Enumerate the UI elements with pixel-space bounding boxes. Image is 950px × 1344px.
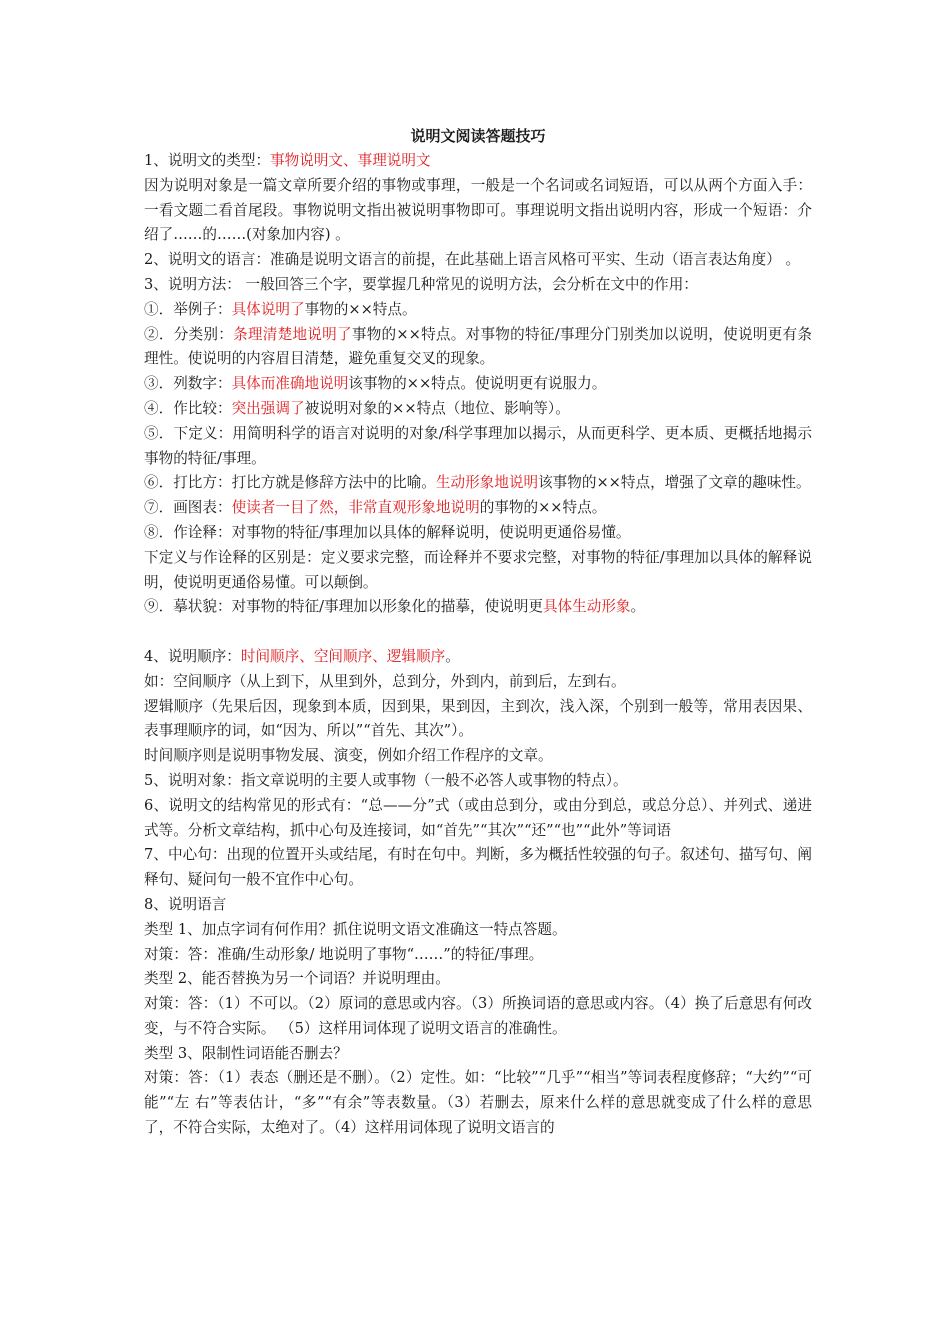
paragraph-text: 对策：答：（1）表态（删还是不删）。（2）定性。如：“比较”“几乎”“相当”等词表程度修辞；“大约”“可能”“左 右”等表估计，“多”“有余”等表数量。（3）若删去，原来什么样的意思就变成了什么样的意思了，不符合实际，太绝对了。（4）这样用词体现了说明文语言的	[144, 1069, 812, 1137]
highlighted-text: 突出强调了	[231, 399, 305, 417]
paragraph	[144, 992, 812, 1042]
highlighted-text: 具体说明了	[231, 300, 305, 318]
paragraph-text: 如：空间顺序（从上到下，从里到外，总到分，外到内，前到后，左到右。	[144, 672, 626, 690]
paragraph-text: 5、说明对象：指文章说明的主要人或事物（一般不必答人或事物的特点）。	[144, 771, 628, 789]
blank-line	[144, 620, 812, 645]
paragraph-text: ③．列数字：	[144, 375, 232, 393]
paragraph	[144, 422, 812, 472]
paragraph-text: ⑦．画图表：	[144, 499, 232, 517]
paragraph-text: ①．举例子：	[144, 300, 232, 318]
paragraph	[144, 1042, 812, 1067]
paragraph-text: 。	[445, 647, 460, 665]
paragraph	[144, 496, 812, 521]
paragraph-text: 1、说明文的类型：	[144, 152, 271, 169]
highlighted-text: 使读者一目了然，非常直观形象地说明	[231, 499, 480, 517]
paragraph	[144, 298, 812, 323]
highlighted-text: 时间顺序、空间顺序、逻辑顺序	[240, 647, 446, 665]
paragraph	[144, 546, 812, 596]
paragraph-text: ⑤．下定义：用简明科学的语言对说明的对象/科学事理加以揭示，从而更科学、更本质、更概括地揭示事物的特征/事理。	[144, 424, 812, 467]
paragraph-text: 该事物的××特点，增强了文章的趣味性。	[538, 474, 811, 492]
paragraph-text: 3、说明方法： 一般回答三个字，要掌握几种常见的说明方法，会分析在文中的作用：	[144, 275, 698, 293]
paragraph-text: 对策：答：（1）不可以。（2）原词的意思或内容。（3）所换词语的意思或内容。（4）换了后意思有何改变，与不符合实际。 （5）这样用词体现了说明文语言的准确性。	[144, 995, 812, 1037]
paragraph	[144, 893, 812, 918]
highlighted-text: 事物说明文、事理说明文	[270, 152, 431, 169]
paragraph-text: 事物的××特点。对事物的特征/事理分门别类加以说明，使说明更有条理性。使说明的内容眉目清楚，避免重复交叉的现象。	[144, 325, 812, 368]
paragraph-text: 被说明对象的××特点（地位、影响等）。	[304, 399, 570, 417]
paragraph-text: ②．分类别：	[144, 325, 234, 343]
paragraph	[144, 397, 812, 422]
paragraph	[144, 273, 812, 298]
paragraph	[144, 967, 812, 992]
paragraph	[144, 695, 812, 745]
paragraph-text: ⑥．打比方：打比方就是修辞方法中的比喻。	[144, 474, 436, 492]
paragraph	[144, 248, 812, 273]
paragraph	[144, 943, 812, 968]
document-page	[144, 124, 812, 1141]
paragraph-text: 逻辑顺序（先果后因，现象到本质，因到果，果到因，主到次，浅入深，个别到一般等，常用表因果、表事理顺序的词，如“因为、所以”“首先、其次”）。	[144, 697, 812, 740]
paragraph	[144, 794, 812, 844]
paragraph	[144, 521, 812, 546]
paragraph	[144, 471, 812, 496]
paragraph	[144, 372, 812, 397]
paragraph	[144, 1066, 812, 1140]
paragraph	[144, 670, 812, 695]
paragraph-text: 类型 1、加点字词有何作用？抓住说明文语文准确这一特点答题。	[144, 920, 567, 938]
paragraph-text: 该事物的××特点。使说明更有说服力。	[348, 375, 607, 393]
paragraph-text: 7、中心句：出现的位置开头或结尾，有时在句中。判断，多为概括性较强的句子。叙述句、描写句、阐释句、疑问句一般不宜作中心句。	[144, 846, 812, 889]
paragraph	[144, 149, 812, 174]
paragraph	[144, 918, 812, 943]
paragraph-text: 下定义与作诠释的区别是：定义要求完整，而诠释并不要求完整，对事物的特征/事理加以具体的解释说明，使说明更通俗易懂。可以颠倒。	[144, 548, 812, 591]
paragraph-text: 的事物的××特点。	[479, 499, 607, 517]
paragraph	[144, 769, 812, 794]
paragraph-text: 对策：答：准确/生动形象/ 地说明了事物“……”的特征/事理。	[144, 945, 544, 963]
paragraph-text: ④．作比较：	[144, 399, 232, 417]
paragraph	[144, 595, 812, 620]
paragraph-text: 。	[630, 598, 646, 616]
paragraph-text: 因为说明对象是一篇文章所要介绍的事物或事理，一般是一个名词或名词短语，可以从两个方面入手：一看文题二看首尾段。事物说明文指出被说明事物即可。事理说明文指出说明内容，形成一个短语：介绍了……的……(对象加内容) 。	[144, 176, 812, 244]
paragraph-text: 事物的××特点。	[304, 300, 417, 318]
document-body	[144, 149, 812, 1141]
document-title: 说明文阅读答题技巧	[410, 127, 546, 145]
paragraph-text: ⑧．作诠释：对事物的特征/事理加以具体的解释说明，使说明更通俗易懂。	[144, 523, 631, 541]
paragraph-text: 4、说明顺序：	[144, 647, 241, 665]
paragraph-text: 类型 3、限制性词语能否删去？	[144, 1044, 348, 1062]
highlighted-text: 生动形象地说明	[435, 474, 539, 492]
paragraph	[144, 323, 812, 373]
paragraph-text: 类型 2、能否替换为另一个词语？并说明理由。	[144, 970, 450, 988]
paragraph	[144, 843, 812, 893]
paragraph	[144, 645, 812, 670]
paragraph-text: 时间顺序则是说明事物发展、演变，例如介绍工作程序的文章。	[144, 747, 553, 765]
paragraph	[144, 174, 812, 248]
highlighted-text: 具体生动形象	[542, 598, 631, 616]
paragraph-text: 6、说明文的结构常见的形式有：“总——分”式（或由总到分，或由分到总，或总分总）、并列式、递进式等。分析文章结构，抓中心句及连接词，如“首先”“其次”“还”“也”“此外”等词语	[144, 796, 812, 839]
paragraph-text: ⑨．摹状貌：对事物的特征/事理加以形象化的描摹，使说明更	[144, 598, 543, 616]
paragraph-text: 2、说明文的语言：准确是说明文语言的前提，在此基础上语言风格可平实、生动（语言表达角度） 。	[144, 251, 801, 269]
paragraph	[144, 744, 812, 769]
highlighted-text: 条理清楚地说明了	[233, 325, 352, 343]
paragraph-text: 8、说明语言	[144, 895, 227, 913]
highlighted-text: 具体而准确地说明	[231, 375, 349, 393]
